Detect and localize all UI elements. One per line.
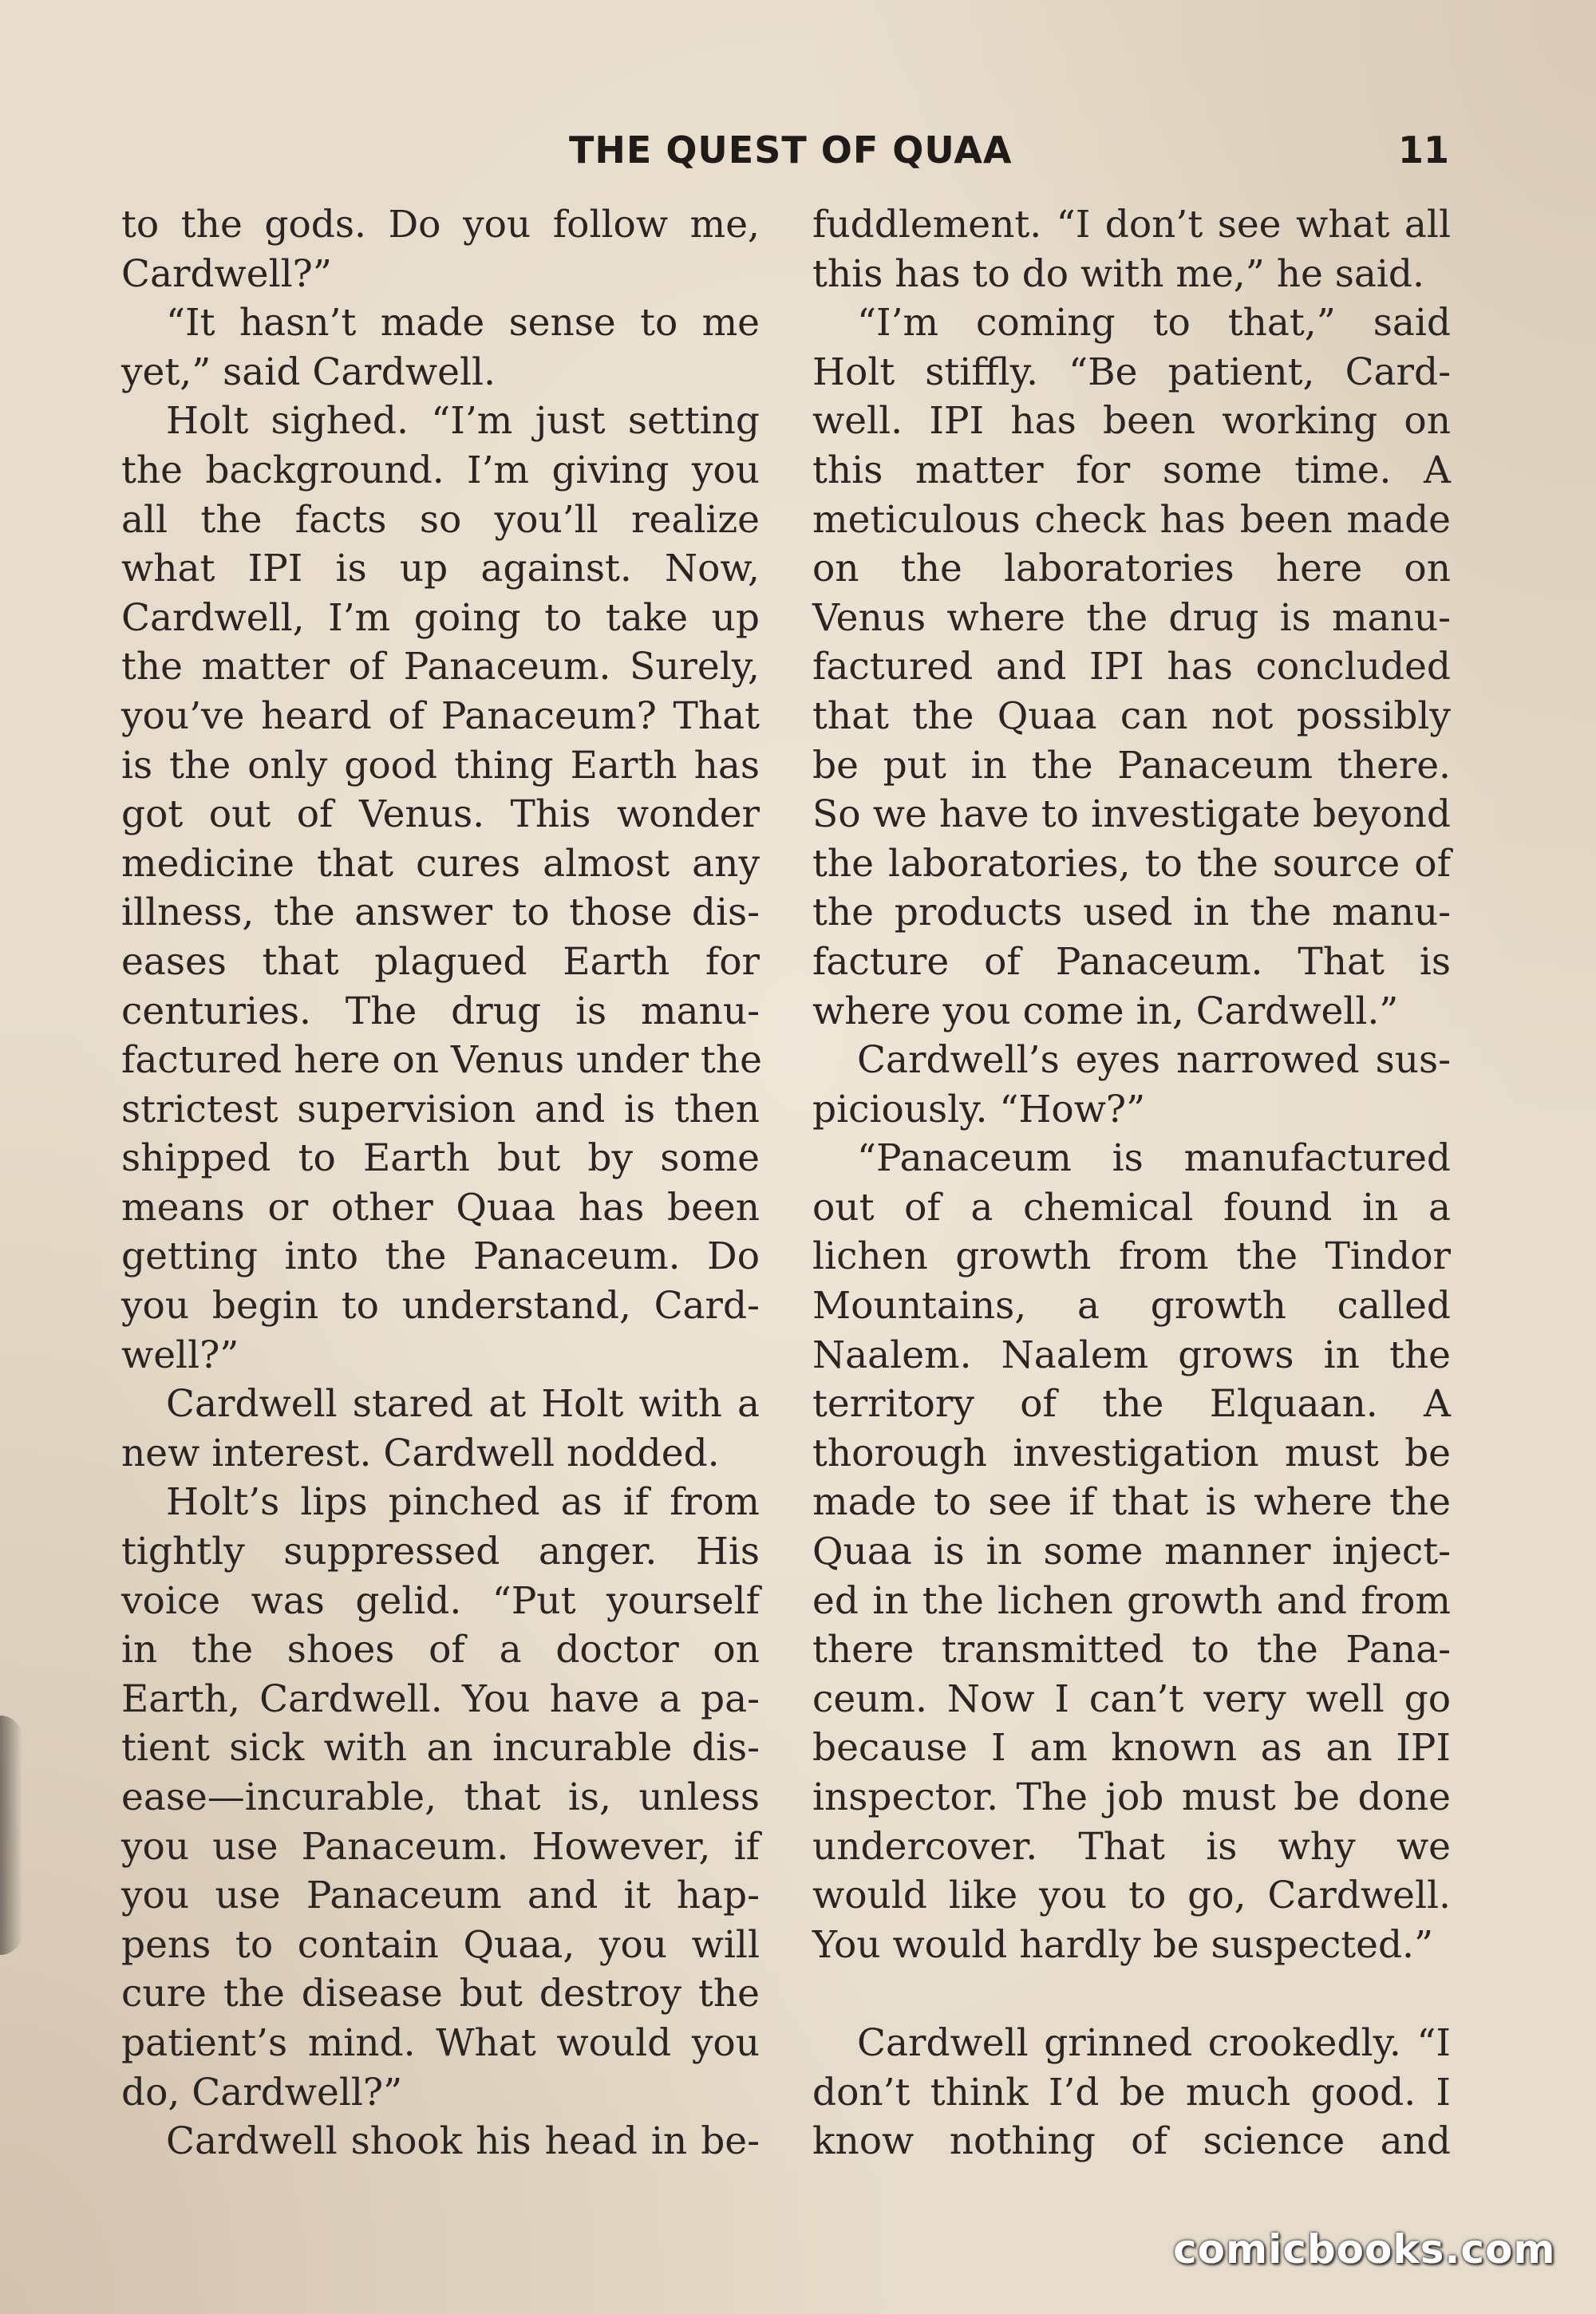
paragraph-gap — [812, 1969, 1451, 2019]
text-line: this matter for some time. A — [812, 448, 1451, 492]
text-line: centuries. The drug is manu- — [121, 989, 760, 1033]
text-line: this has to do with me,” he said. — [812, 251, 1424, 296]
text-line: well. IPI has been working on — [812, 399, 1451, 444]
text-line: cure the disease but destroy the — [121, 1972, 760, 2016]
text-line: medicine that cures almost any — [121, 841, 760, 886]
text-line: illness, the answer to those dis- — [121, 890, 760, 935]
text-line: don’t think I’d be much good. I — [812, 2070, 1451, 2115]
text-line: Holt sighed. “I’m just setting — [166, 399, 760, 444]
page-header — [0, 124, 1596, 180]
text-line: new interest. Cardwell nodded. — [121, 1431, 720, 1475]
text-line: patient’s mind. What would you — [121, 2020, 760, 2065]
text-line: facture of Panaceum. That is — [812, 939, 1451, 984]
text-line: territory of the Elquaan. A — [812, 1382, 1451, 1427]
text-line: “I’m coming to that,” said — [857, 301, 1451, 346]
text-line: fuddlement. “I don’t see what all — [812, 203, 1451, 247]
text-line: you’ve heard of Panaceum? That — [121, 693, 760, 738]
text-line: the matter of Panaceum. Surely, — [121, 645, 760, 689]
text-line: you use Panaceum and it hap- — [121, 1874, 760, 1918]
text-line: know nothing of science and — [812, 2119, 1451, 2164]
text-line: there transmitted to the Pana- — [812, 1628, 1451, 1672]
text-line: the laboratories, to the source of — [812, 841, 1451, 886]
text-line: piciously. “How?” — [812, 1087, 1146, 1131]
text-line: Naalem. Naalem grows in the — [812, 1333, 1451, 1377]
text-line: strictest supervision and is then — [121, 1087, 760, 1131]
text-line: ease—incurable, that is, unless — [121, 1775, 760, 1819]
text-line: tient sick with an incurable dis- — [121, 1726, 760, 1771]
text-line: Cardwell, I’m going to take up — [121, 595, 760, 640]
text-line: Cardwell grinned crookedly. “I — [857, 2020, 1451, 2065]
text-line: meticulous check has been made — [812, 497, 1451, 542]
page-edge-smudge — [0, 1716, 22, 1955]
text-line: Cardwell’s eyes narrowed sus- — [857, 1038, 1451, 1083]
text-line: the products used in the manu- — [812, 890, 1451, 935]
right-text-column — [812, 200, 1451, 2166]
text-line: So we have to investigate beyond — [812, 792, 1451, 837]
text-line: be put in the Panaceum there. — [812, 743, 1451, 788]
text-line: Holt’s lips pinched as if from — [166, 1480, 760, 1525]
watermark-logo: comicbooks.com — [1173, 2226, 1556, 2273]
text-line: you begin to understand, Card- — [121, 1284, 760, 1329]
text-line: to the gods. Do you follow me, — [121, 203, 760, 247]
text-line: inspector. The job must be done — [812, 1775, 1451, 1819]
text-line: undercover. That is why we — [812, 1824, 1451, 1869]
text-line: Cardwell shook his head in be- — [166, 2119, 760, 2164]
text-line: do, Cardwell?” — [121, 2070, 403, 2115]
text-line: in the shoes of a doctor on — [121, 1628, 760, 1672]
text-line: voice was gelid. “Put yourself — [121, 1578, 760, 1623]
text-line: is the only good thing Earth has — [121, 743, 760, 788]
text-line: means or other Quaa has been — [121, 1185, 760, 1230]
text-line: Venus where the drug is manu- — [812, 595, 1451, 640]
text-line: Cardwell stared at Holt with a — [166, 1382, 760, 1427]
text-line: well?” — [121, 1333, 239, 1377]
text-line: factured here on Venus under the — [121, 1038, 762, 1083]
text-line: lichen growth from the Tindor — [812, 1234, 1451, 1279]
text-line: out of a chemical found in a — [812, 1185, 1451, 1230]
text-line: shipped to Earth but by some — [121, 1136, 760, 1181]
text-line: you use Panaceum. However, if — [121, 1824, 760, 1869]
text-line: got out of Venus. This wonder — [121, 792, 760, 837]
text-line: Cardwell?” — [121, 251, 332, 296]
text-line: made to see if that is where the — [812, 1480, 1451, 1525]
text-line: Holt stiffly. “Be patient, Card- — [812, 349, 1451, 394]
text-line: on the laboratories here on — [812, 547, 1451, 591]
text-line: ed in the lichen growth and from — [812, 1578, 1451, 1623]
text-line: Mountains, a growth called — [812, 1284, 1451, 1329]
page-number: 11 — [1398, 128, 1450, 172]
text-line: “It hasn’t made sense to me — [166, 301, 760, 346]
text-line: because I am known as an IPI — [812, 1726, 1451, 1771]
text-line: Earth, Cardwell. You have a pa- — [121, 1676, 760, 1721]
text-line: that the Quaa can not possibly — [812, 693, 1451, 738]
text-line: factured and IPI has concluded — [812, 645, 1451, 689]
text-line: pens to contain Quaa, you will — [121, 1922, 760, 1967]
text-line: ceum. Now I can’t very well go — [812, 1676, 1451, 1721]
text-line: You would hardly be suspected.” — [812, 1922, 1434, 1967]
text-line: yet,” said Cardwell. — [121, 349, 496, 394]
text-line: where you come in, Cardwell.” — [812, 989, 1399, 1033]
text-line: eases that plagued Earth for — [121, 939, 760, 984]
text-line: all the facts so you’ll realize — [121, 497, 760, 542]
running-title: THE QUEST OF QUAA — [569, 128, 1013, 172]
text-line: thorough investigation must be — [812, 1431, 1451, 1475]
text-line: tightly suppressed anger. His — [121, 1530, 760, 1574]
text-line: would like you to go, Cardwell. — [812, 1874, 1451, 1918]
text-line: Quaa is in some manner inject- — [812, 1530, 1451, 1574]
left-text-column — [121, 200, 760, 2166]
text-line: “Panaceum is manufactured — [857, 1136, 1451, 1181]
text-line: getting into the Panaceum. Do — [121, 1234, 760, 1279]
text-line: the background. I’m giving you — [121, 448, 760, 492]
text-line: what IPI is up against. Now, — [121, 547, 760, 591]
